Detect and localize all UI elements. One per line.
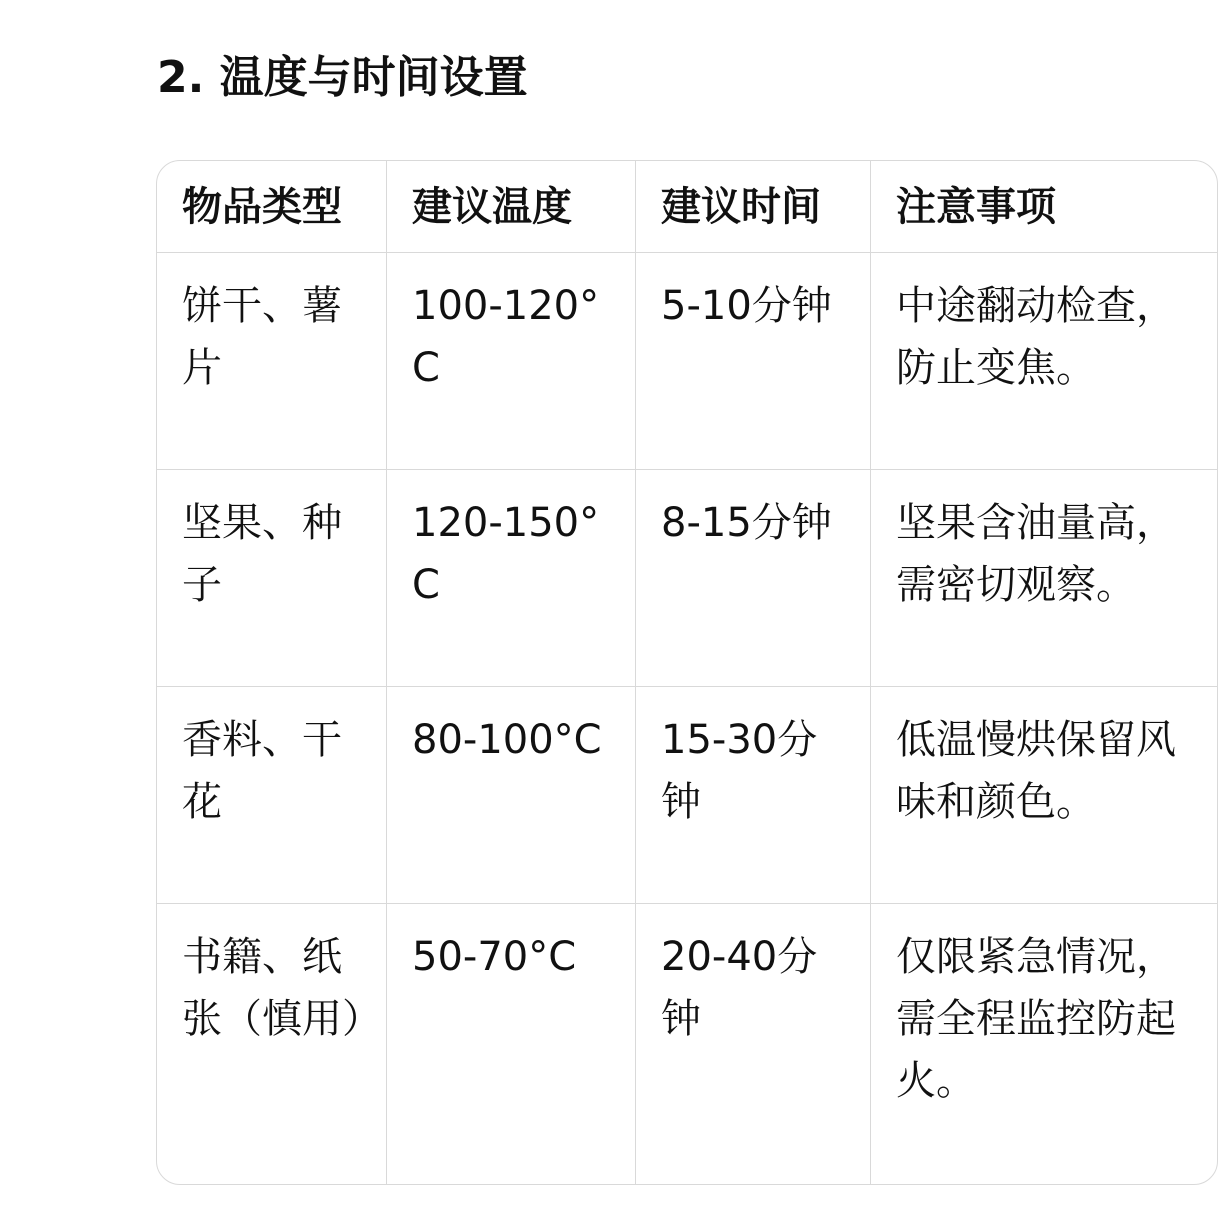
cell-temperature: 100-120°C bbox=[387, 253, 636, 470]
cell-item-type: 香料、干花 bbox=[157, 687, 387, 904]
cell-notes: 仅限紧急情况，需全程监控防起火。 bbox=[896, 934, 1176, 1104]
table-row bbox=[157, 253, 1217, 470]
header-recommended-time: 建议时间 bbox=[636, 161, 871, 253]
table-row bbox=[157, 904, 1217, 1184]
cell-item-type: 书籍、纸张（慎用） bbox=[157, 904, 387, 1184]
cell-temperature: 120-150°C bbox=[387, 470, 636, 687]
settings-table bbox=[156, 160, 1218, 1185]
cell-temperature: 80-100°C bbox=[387, 687, 636, 904]
cell-notes: 中途翻动检查，防止变焦。 bbox=[871, 253, 1217, 470]
cell-time: 5-10分钟 bbox=[636, 253, 871, 470]
cell-item-type: 饼干、薯片 bbox=[157, 253, 387, 470]
table-row bbox=[157, 687, 1217, 904]
cell-temperature: 50-70°C bbox=[387, 904, 636, 1184]
section-title: 2. 温度与时间设置 bbox=[157, 52, 528, 103]
cell-notes: 坚果含油量高，需密切观察。 bbox=[871, 470, 1217, 687]
table-header-row bbox=[157, 161, 1217, 253]
header-notes: 注意事项 bbox=[871, 161, 1217, 253]
cell-time: 15-30分钟 bbox=[636, 687, 871, 904]
table-row bbox=[157, 470, 1217, 687]
cell-item-type: 坚果、种子 bbox=[157, 470, 387, 687]
cell-time: 20-40分钟 bbox=[636, 904, 871, 1184]
header-recommended-temperature: 建议温度 bbox=[387, 161, 636, 253]
header-item-type: 物品类型 bbox=[157, 161, 387, 253]
cell-time: 8-15分钟 bbox=[636, 470, 871, 687]
table-viewport[interactable] bbox=[156, 160, 1176, 1184]
cell-notes: 低温慢烘保留风味和颜色。 bbox=[871, 687, 1217, 904]
